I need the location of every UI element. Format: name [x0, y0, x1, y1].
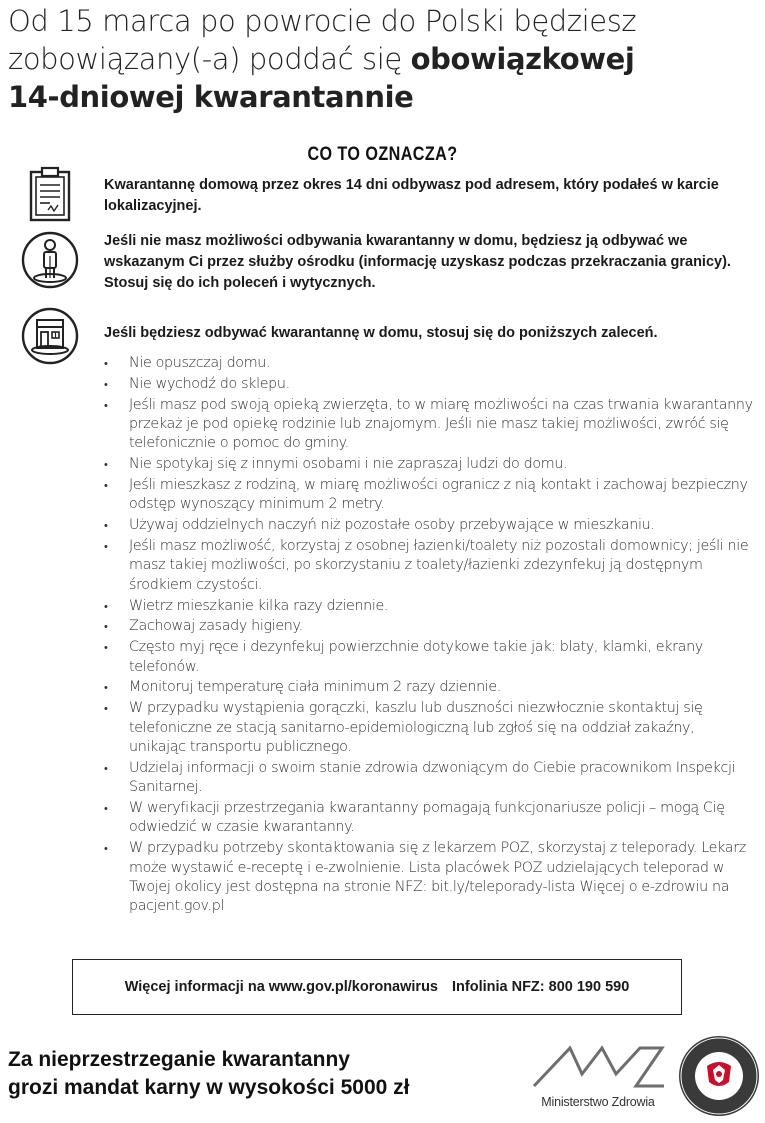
list-item: • Często myj ręce i dezynfekuj powierzchnie dotykowe takie jak: blaty, klamki, ekrany telefonów. — [104, 638, 754, 677]
list-item: • Nie wychodź do sklepu. — [104, 375, 754, 394]
list-item: • W weryfikacji przestrzegania kwarantanny pomagają funkcjonariusze policji – mogą Cię odwiedzić w czasie kwarantanny. — [104, 799, 754, 838]
house-icon — [20, 306, 80, 366]
list-item: • Udzielaj informacji o swoim stanie zdrowia dzwoniącym do Ciebie pracownikom Inspekcji Sanitarnej. — [104, 759, 754, 798]
fine-warning: Za nieprzestrzeganie kwarantanny grozi mandat karny w wysokości 5000 zł — [8, 1048, 410, 1099]
headline — [8, 2, 748, 116]
list-item: • Jeśli masz możliwość, korzystaj z osobnej łazienki/toalety niż pozostali domownicy; jeśli nie masz takiej możliwości, po skorzystaniu z toalety/łazienki zdezynfekuj ją dostępnym środkiem czystości. — [104, 537, 754, 595]
list-item: • Jeśli mieszkasz z rodziną, w miarę możliwości ogranicz z nią kontakt i zachowaj bezpieczny odstęp wynoszący minimum 2 metry. — [104, 476, 754, 515]
sanitary-inspection-seal-icon — [677, 1034, 761, 1118]
ministry-caption: Ministerstwo Zdrowia — [541, 1095, 655, 1109]
intro-paragraph-home: Jeśli będziesz odbywać kwarantannę w domu, stosuj się do poniższych zaleceń. — [104, 325, 658, 341]
list-item: • Monitoruj temperaturę ciała minimum 2 razy dziennie. — [104, 678, 754, 697]
headline-line-1: Od 15 marca po powrocie do Polski będziesz — [8, 4, 637, 38]
list-item: • Jeśli masz pod swoją opieką zwierzęta, to w miarę możliwości na czas trwania kwarantanny przekaż je pod opiekę rodzinie lub znajomym. Jeśli nie masz takiej możliwości, zwróć się telefonicznie o pomoc do gminy. — [104, 396, 754, 454]
intro-paragraph-facility: Jeśli nie masz możliwości odbywania kwarantanny w domu, będziesz ją odbywać we wskazanym Ci przez służby ośrodku (informację uzyskasz podczas przekraczania granicy). Stosuj się do ich poleceń i wytycznych. — [104, 233, 731, 291]
more-info-link[interactable]: Więcej informacji na www.gov.pl/koronawirus — [124, 979, 438, 995]
quarantine-rules-list — [104, 354, 754, 918]
list-item: • W przypadku wystąpienia gorączki, kaszlu lub duszności niezwłocznie skontaktuj się telefoniczne ze stacją sanitarno-epidemiologiczną lub zgłoś się na oddział zakaźny, unikając transportu publicznego. — [104, 699, 754, 757]
list-item: • Nie opuszczaj domu. — [104, 354, 754, 373]
person-icon — [20, 230, 80, 290]
list-item: • Używaj oddzielnych naczyń niż pozostałe osoby przebywające w mieszkaniu. — [104, 516, 754, 535]
hotline-number: Infolinia NFZ: 800 190 590 — [452, 979, 630, 995]
headline-line-3: 14-dniowej kwarantannie — [8, 80, 414, 114]
intro-paragraph-address: Kwarantannę domową przez okres 14 dni odbywasz pod adresem, który podałeś w karcie lokalizacyjnej. — [104, 177, 719, 214]
list-item: • Nie spotykaj się z innymi osobami i nie zapraszaj ludzi do domu. — [104, 455, 754, 474]
list-item: • Zachowaj zasady higieny. — [104, 617, 754, 636]
list-item: • W przypadku potrzeby skontaktowania się z lekarzem POZ, skorzystaj z teleporady. Lekarz może wystawić e-receptę i e-zwolnienie. Lista placówek POZ udzielających teleporad w Twojej okolicy jest dostępna na stronie NFZ: bit.ly/teleporady-lista Więcej o e-zdrowiu na pacjent.gov.pl — [104, 839, 754, 917]
headline-line-2: zobowiązany(-a) poddać się obowiązkowej — [8, 42, 635, 76]
section-title: CO TO OZNACZA? — [307, 144, 458, 165]
info-box — [72, 959, 682, 1015]
clipboard-icon — [28, 166, 72, 222]
list-item: • Wietrz mieszkanie kilka razy dziennie. — [104, 597, 754, 616]
headline-emphasis: obowiązkowej — [410, 42, 635, 76]
